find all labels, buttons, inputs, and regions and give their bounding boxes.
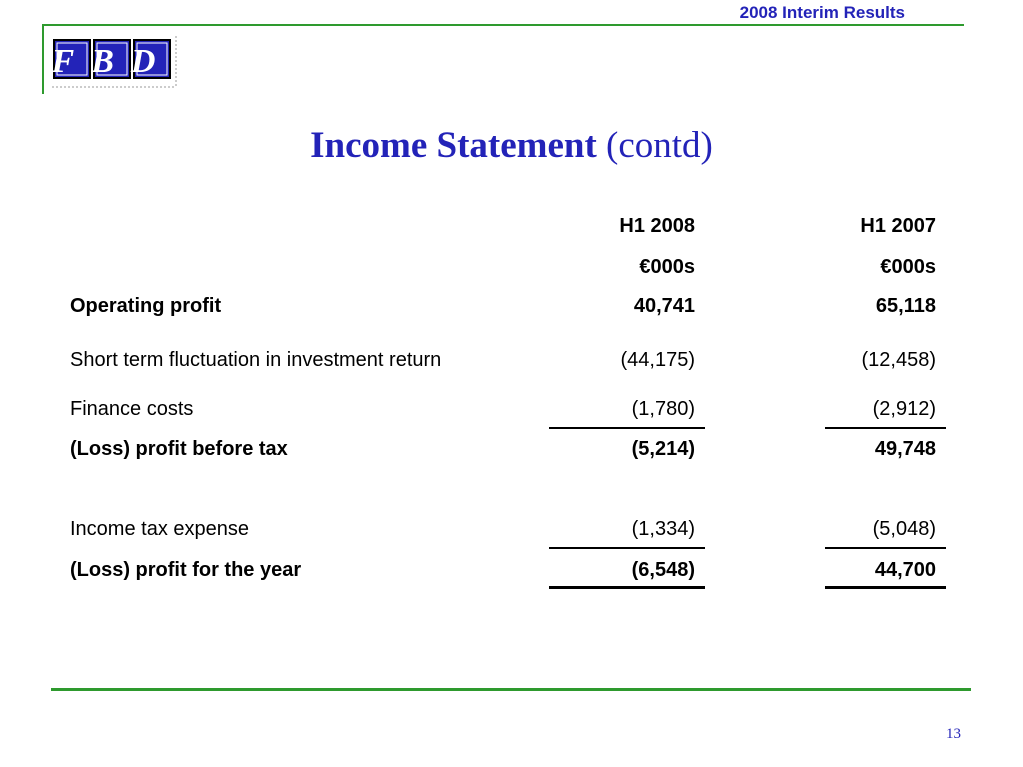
row-value-h1-2008: (5,214) (631, 438, 695, 460)
row-label-profit-before-tax: (Loss) profit before tax (70, 438, 288, 460)
row-value-h1-2008: (44,175) (620, 349, 695, 371)
row-value-h1-2007: 49,748 (874, 438, 936, 460)
subtotal-underline-h1-2008 (549, 427, 705, 429)
row-label-income-tax-expense: Income tax expense (70, 518, 249, 540)
total-underline-h1-2007 (825, 586, 946, 589)
footer-divider (51, 688, 971, 691)
row-label-profit-for-year: (Loss) profit for the year (70, 559, 302, 581)
svg-text:FBD: FBD (51, 43, 173, 80)
row-value-h1-2007: (12,458) (861, 349, 936, 371)
row-value-h1-2007: (2,912) (872, 398, 936, 420)
column-unit-h1-2008: €000s (639, 256, 695, 278)
page-number: 13 (946, 726, 961, 742)
row-value-h1-2008: (6,548) (631, 559, 695, 581)
row-label-operating-profit: Operating profit (70, 295, 222, 317)
row-value-h1-2008: (1,334) (631, 518, 695, 540)
header-title: 2008 Interim Results (739, 3, 905, 22)
total-underline-h1-2008 (549, 586, 705, 589)
subtotal-underline-h1-2007 (825, 427, 946, 429)
column-header-h1-2007: H1 2007 (860, 215, 936, 237)
row-label-short-term-fluctuation: Short term fluctuation in investment return (70, 349, 442, 371)
subtotal-underline-h1-2007 (825, 547, 946, 549)
row-value-h1-2007: (5,048) (872, 518, 936, 540)
column-header-h1-2008: H1 2008 (619, 215, 695, 237)
subtotal-underline-h1-2008 (549, 547, 705, 549)
row-label-finance-costs: Finance costs (70, 398, 194, 420)
page-title-main: Income Statement (310, 125, 597, 166)
page-title-suffix: (contd) (606, 125, 713, 166)
row-value-h1-2007: 44,700 (874, 559, 936, 581)
column-unit-h1-2007: €000s (880, 256, 936, 278)
row-value-h1-2008: (1,780) (631, 398, 695, 420)
row-value-h1-2008: 40,741 (633, 295, 695, 317)
row-value-h1-2007: 65,118 (875, 295, 936, 317)
